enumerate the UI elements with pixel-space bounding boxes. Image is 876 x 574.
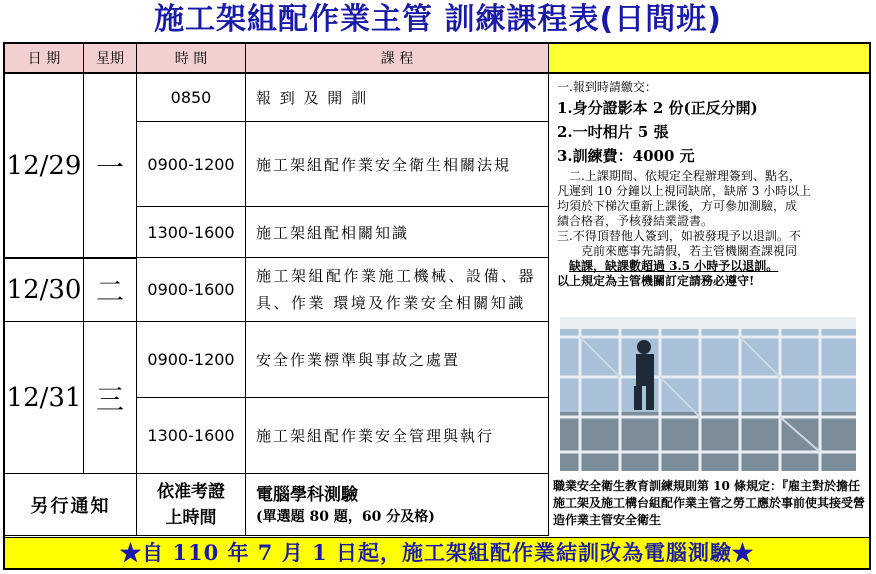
course-cell: 報 到 及 開 訓 xyxy=(246,74,549,122)
header-time: 時 間 xyxy=(137,44,246,74)
registration-notes xyxy=(549,76,867,289)
course-line: 施工架組配作業施工機械、設備、器 xyxy=(256,266,537,285)
header-notes-blank xyxy=(549,44,869,74)
scaffold-worker-photo xyxy=(560,317,856,471)
time-cell: 0850 xyxy=(137,74,246,122)
exam-detail: (單選題 80 題，60 分及格) xyxy=(256,508,435,525)
announcement-banner: ★自 110 年 7 月 1 日起，施工架組配作業結訓改為電腦測驗★ xyxy=(3,537,871,570)
time-cell: 0900-1600 xyxy=(137,258,246,322)
course-cell xyxy=(246,258,549,322)
notice-label: 另行通知 xyxy=(5,474,137,536)
exam-time-cell xyxy=(137,474,246,536)
course-cell: 施工架組配作業安全管理與執行 xyxy=(246,398,549,474)
note-line: 一.報到時請繳交： xyxy=(557,80,657,94)
header-course: 課 程 xyxy=(246,44,549,74)
note-item: 3.訓練費：4000 元 xyxy=(557,147,695,165)
exam-title: 電腦學科測驗 xyxy=(256,484,358,505)
note-line: 均須於下梯次重新上課後，方可參加測驗，成 xyxy=(557,199,798,213)
date-cell: 12/30 xyxy=(5,258,84,322)
exam-time-line: 依准考證 xyxy=(157,481,225,502)
time-cell: 1300-1600 xyxy=(137,398,246,474)
note-line: 三.不得頂替他人簽到，如被發現予以退訓。不 xyxy=(557,229,801,243)
time-cell: 1300-1600 xyxy=(137,207,246,258)
course-cell: 安全作業標準與事故之處置 xyxy=(246,322,549,398)
weekday-cell: 三 xyxy=(84,322,137,474)
time-cell: 0900-1200 xyxy=(137,322,246,398)
course-cell: 施工架組配作業安全衛生相關法規 xyxy=(246,122,549,207)
time-cell: 0900-1200 xyxy=(137,122,246,207)
note-line: 二.上課期間、依規定全程辦理簽到、點名， xyxy=(569,169,801,183)
regulation-text: 職業安全衛生教育訓練規則第 10 條規定：『雇主對於擔任施工架及施工構台組配作業主管之勞工應於事前使其接受營造作業主管安全衛生 xyxy=(553,479,866,527)
weekday-cell: 二 xyxy=(84,258,137,322)
header-weekday: 星期 xyxy=(84,44,137,74)
note-emphasis: 以上規定為主管機關訂定請務必遵守! xyxy=(557,274,755,288)
exam-time-line: 上時間 xyxy=(165,507,217,528)
note-line: 凡遲到 10 分鐘以上視同缺席，缺席 3 小時以上 xyxy=(557,184,812,198)
exam-cell xyxy=(246,474,549,536)
date-cell: 12/31 xyxy=(5,322,84,474)
note-item: 1.身分證影本 2 份(正反分開) xyxy=(557,99,758,117)
note-line: 克前來應事先請假，若主管機關查課視同 xyxy=(581,244,798,258)
date-cell: 12/29 xyxy=(5,74,84,258)
header-date: 日 期 xyxy=(5,44,84,74)
course-cell: 施工架組配相關知識 xyxy=(246,207,549,258)
weekday-cell: 一 xyxy=(84,74,137,258)
note-line: 缺課，缺課數超過 3.5 小時予以退訓。 xyxy=(569,259,779,273)
note-item: 2.一吋相片 5 張 xyxy=(557,123,669,141)
page-title: 施工架組配作業主管 訓練課程表(日間班) xyxy=(154,2,722,37)
course-line: 具、作業 環境及作業安全相關知識 xyxy=(256,293,526,312)
note-line: 績合格者，予核發結業證書。 xyxy=(557,214,714,228)
